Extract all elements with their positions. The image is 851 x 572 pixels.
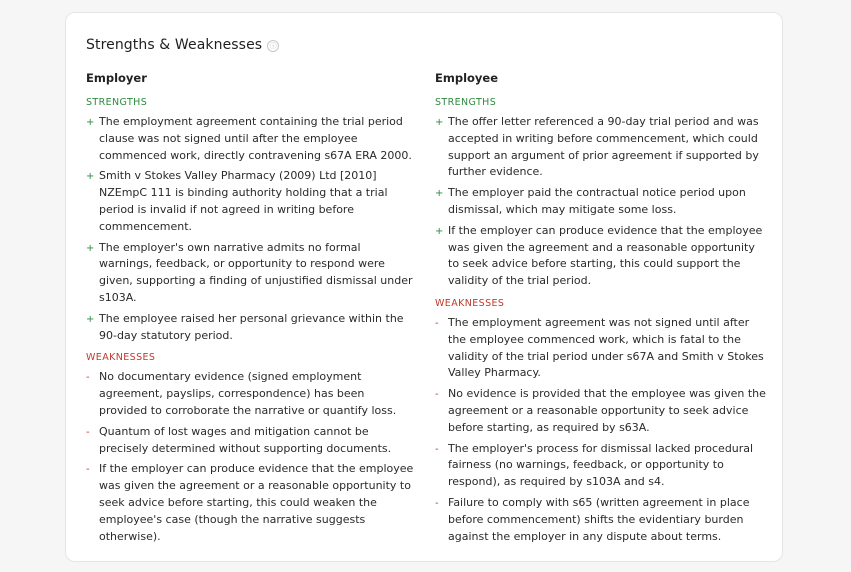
card-title-text: Strengths & Weaknesses (86, 37, 263, 53)
strengths-weaknesses-card (65, 12, 783, 562)
strength-item (435, 114, 767, 181)
strength-item (86, 240, 416, 307)
strength-item (86, 168, 416, 235)
minus-icon: - (86, 426, 90, 438)
item-text: The employer paid the contractual notice period upon dismissal, which may mitigate some loss. (448, 186, 746, 216)
item-text: The offer letter referenced a 90-day trial period and was accepted in writing before commencement, which could support an argument of prior agreement if supported by further evidence. (448, 115, 759, 179)
strength-item (86, 114, 416, 164)
item-text: No documentary evidence (signed employment agreement, payslips, correspondence) has been provided to corroborate the narrative or quantify loss. (99, 370, 397, 417)
item-text: Failure to comply with s65 (written agreement in place before commencement) shifts the evidentiary burden against the employer in any dispute about terms. (448, 495, 750, 543)
item-text: If the employer can produce evidence that the employee was given the agreement or a reasonable opportunity to seek advice before starting, this could weaken the employee's case (though the narrative suggests otherwise). (99, 462, 414, 543)
minus-icon: - (435, 443, 439, 455)
weakness-item (86, 369, 416, 419)
card-title (86, 37, 279, 53)
employee-weaknesses-list (435, 315, 767, 545)
item-text: Quantum of lost wages and mitigation cannot be precisely determined without supporting documents. (99, 424, 392, 455)
employee-weaknesses-label: WEAKNESSES (435, 297, 505, 309)
plus-icon: + (86, 171, 95, 183)
info-icon[interactable]: ⓘ (267, 40, 279, 52)
plus-icon: + (435, 225, 444, 237)
minus-icon: - (86, 464, 90, 476)
minus-icon: - (86, 372, 90, 384)
weakness-item (435, 495, 767, 545)
employee-strengths-label: STRENGTHS (435, 97, 497, 108)
minus-icon: - (435, 389, 439, 401)
employer-heading: Employer (86, 71, 147, 85)
plus-icon: + (86, 313, 95, 325)
weakness-item (435, 386, 767, 436)
plus-icon: + (435, 117, 444, 128)
item-text: Smith v Stokes Valley Pharmacy (2009) Ltd [2010] NZEmpC 111 is binding authority holding that a trial period is invalid if not agreed in writing before commencement. (99, 169, 388, 233)
strength-item (435, 223, 767, 290)
weakness-item (435, 315, 767, 382)
item-text: The employer's own narrative admits no formal warnings, feedback, or opportunity to respond were given, supporting a finding of unjustified dismissal under s103A. (99, 240, 413, 304)
weakness-item (435, 441, 767, 491)
item-text: The employee raised her personal grievance within the 90-day statutory period. (99, 311, 404, 342)
employer-strengths-list (86, 114, 416, 344)
minus-icon: - (435, 317, 439, 329)
employee-strengths-list (435, 114, 767, 290)
weakness-item (86, 461, 416, 545)
item-text: No evidence is provided that the employee was given the agreement or a reasonable opportunity to seek advice before starting, as required by s63A. (448, 387, 766, 434)
employer-strengths-label: STRENGTHS (86, 97, 148, 108)
item-text: The employer's process for dismissal lacked procedural fairness (no warnings, feedback, or opportunity to respond), as required by s103A and s4. (448, 441, 754, 489)
weakness-item (86, 424, 416, 458)
employee-heading: Employee (435, 71, 499, 85)
employer-weaknesses-list (86, 369, 416, 545)
employee-column (435, 71, 767, 553)
plus-icon: + (435, 188, 444, 200)
employer-column (86, 71, 416, 553)
employer-weaknesses-label: WEAKNESSES (86, 352, 156, 364)
strength-item (435, 185, 767, 219)
plus-icon: + (86, 242, 95, 254)
strength-item (86, 311, 416, 345)
item-text: The employment agreement was not signed until after the employee commenced work, which is fatal to the validity of the trial period under s67A and Smith v Stokes Valley Pharmacy. (448, 315, 764, 380)
plus-icon: + (86, 117, 95, 128)
item-text: The employment agreement containing the trial period clause was not signed until after the employee commenced work, directly contravening s67A ERA 2000. (99, 115, 412, 162)
item-text: If the employer can produce evidence that the employee was given the agreement and a reasonable opportunity to seek advice before starting, this could support the validity of the trial period. (448, 223, 763, 288)
minus-icon: - (435, 497, 439, 509)
